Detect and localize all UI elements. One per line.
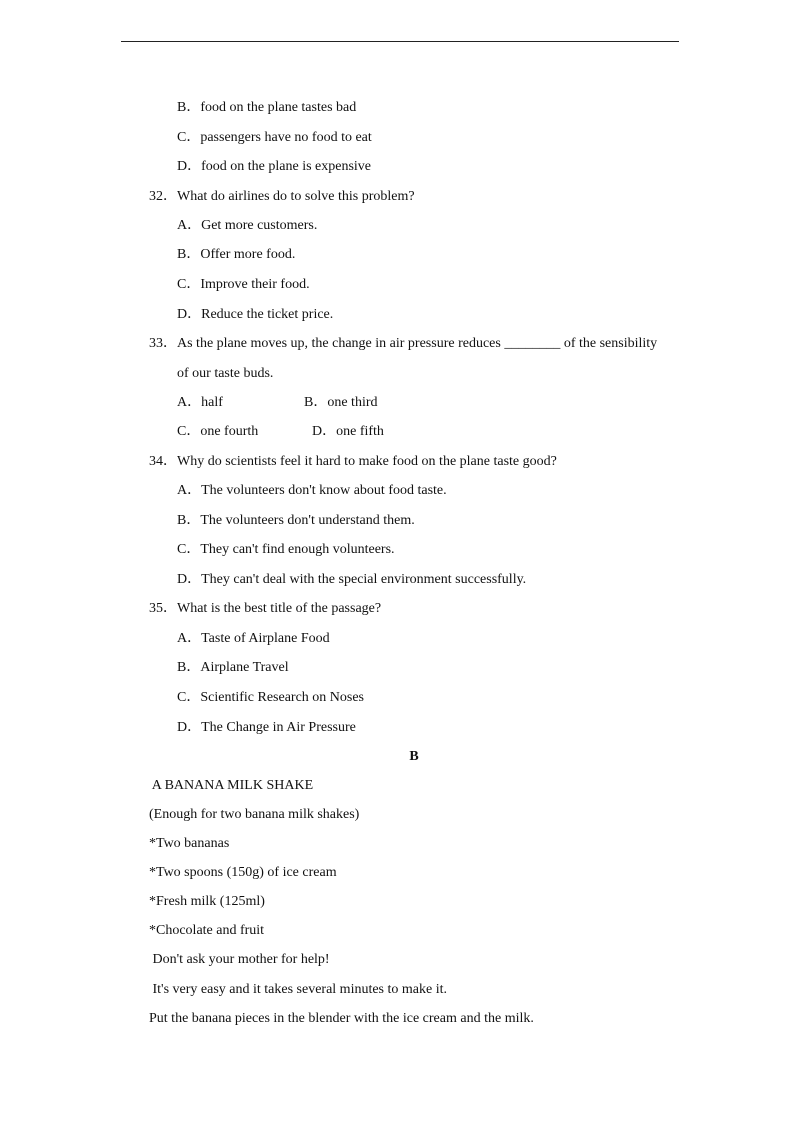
q32-option-d: D．Reduce the ticket price.	[177, 307, 334, 322]
q32-option-b: B．Offer more food.	[177, 247, 296, 262]
q35-option-d: D．The Change in Air Pressure	[177, 720, 356, 735]
section-heading: B	[409, 749, 419, 764]
q34-option-c: C．They can't find enough volunteers.	[177, 542, 395, 557]
recipe-text-line: Put the banana pieces in the blender with the ice cream and the milk.	[149, 1011, 534, 1026]
q33-option-d: D．one fifth	[312, 424, 384, 439]
recipe-title: A BANANA MILK SHAKE	[149, 778, 314, 793]
q32-option-c: C．Improve their food.	[177, 277, 310, 292]
recipe-text-line: It's very easy and it takes several minutes to make it.	[149, 982, 447, 997]
q31-option-c: C．passengers have no food to eat	[177, 130, 372, 145]
ingredient-item: *Fresh milk (125ml)	[149, 894, 265, 909]
q33-option-c: C．one fourth	[177, 424, 259, 439]
recipe-serving-note: (Enough for two banana milk shakes)	[149, 807, 360, 822]
q35-option-c: C．Scientific Research on Noses	[177, 690, 365, 705]
q33-option-b: B．one third	[304, 395, 378, 410]
q33-question-line1: 33．As the plane moves up, the change in air pressure reduces ________ of the sensibility	[149, 336, 658, 351]
q34-option-a: A．The volunteers don't know about food taste.	[177, 483, 447, 498]
ingredient-item: *Chocolate and fruit	[149, 923, 265, 938]
q32-option-a: A．Get more customers.	[177, 218, 318, 233]
q35-option-a: A．Taste of Airplane Food	[177, 631, 330, 646]
q34-question: 34．Why do scientists feel it hard to make food on the plane taste good?	[149, 454, 557, 469]
header-rule	[121, 41, 679, 42]
ingredient-item: *Two bananas	[149, 836, 230, 851]
q32-question: 32．What do airlines do to solve this problem?	[149, 189, 415, 204]
q35-option-b: B．Airplane Travel	[177, 660, 289, 675]
q33-question-line2: of our taste buds.	[177, 366, 274, 381]
q34-option-b: B．The volunteers don't understand them.	[177, 513, 415, 528]
ingredient-item: *Two spoons (150g) of ice cream	[149, 865, 337, 880]
q34-option-d: D．They can't deal with the special environment successfully.	[177, 572, 527, 587]
q35-question: 35．What is the best title of the passage?	[149, 601, 382, 616]
q31-option-d: D．food on the plane is expensive	[177, 159, 372, 174]
recipe-text-line: Don't ask your mother for help!	[149, 952, 330, 967]
q31-option-b: B．food on the plane tastes bad	[177, 100, 357, 115]
q33-option-a: A．half	[177, 395, 223, 410]
